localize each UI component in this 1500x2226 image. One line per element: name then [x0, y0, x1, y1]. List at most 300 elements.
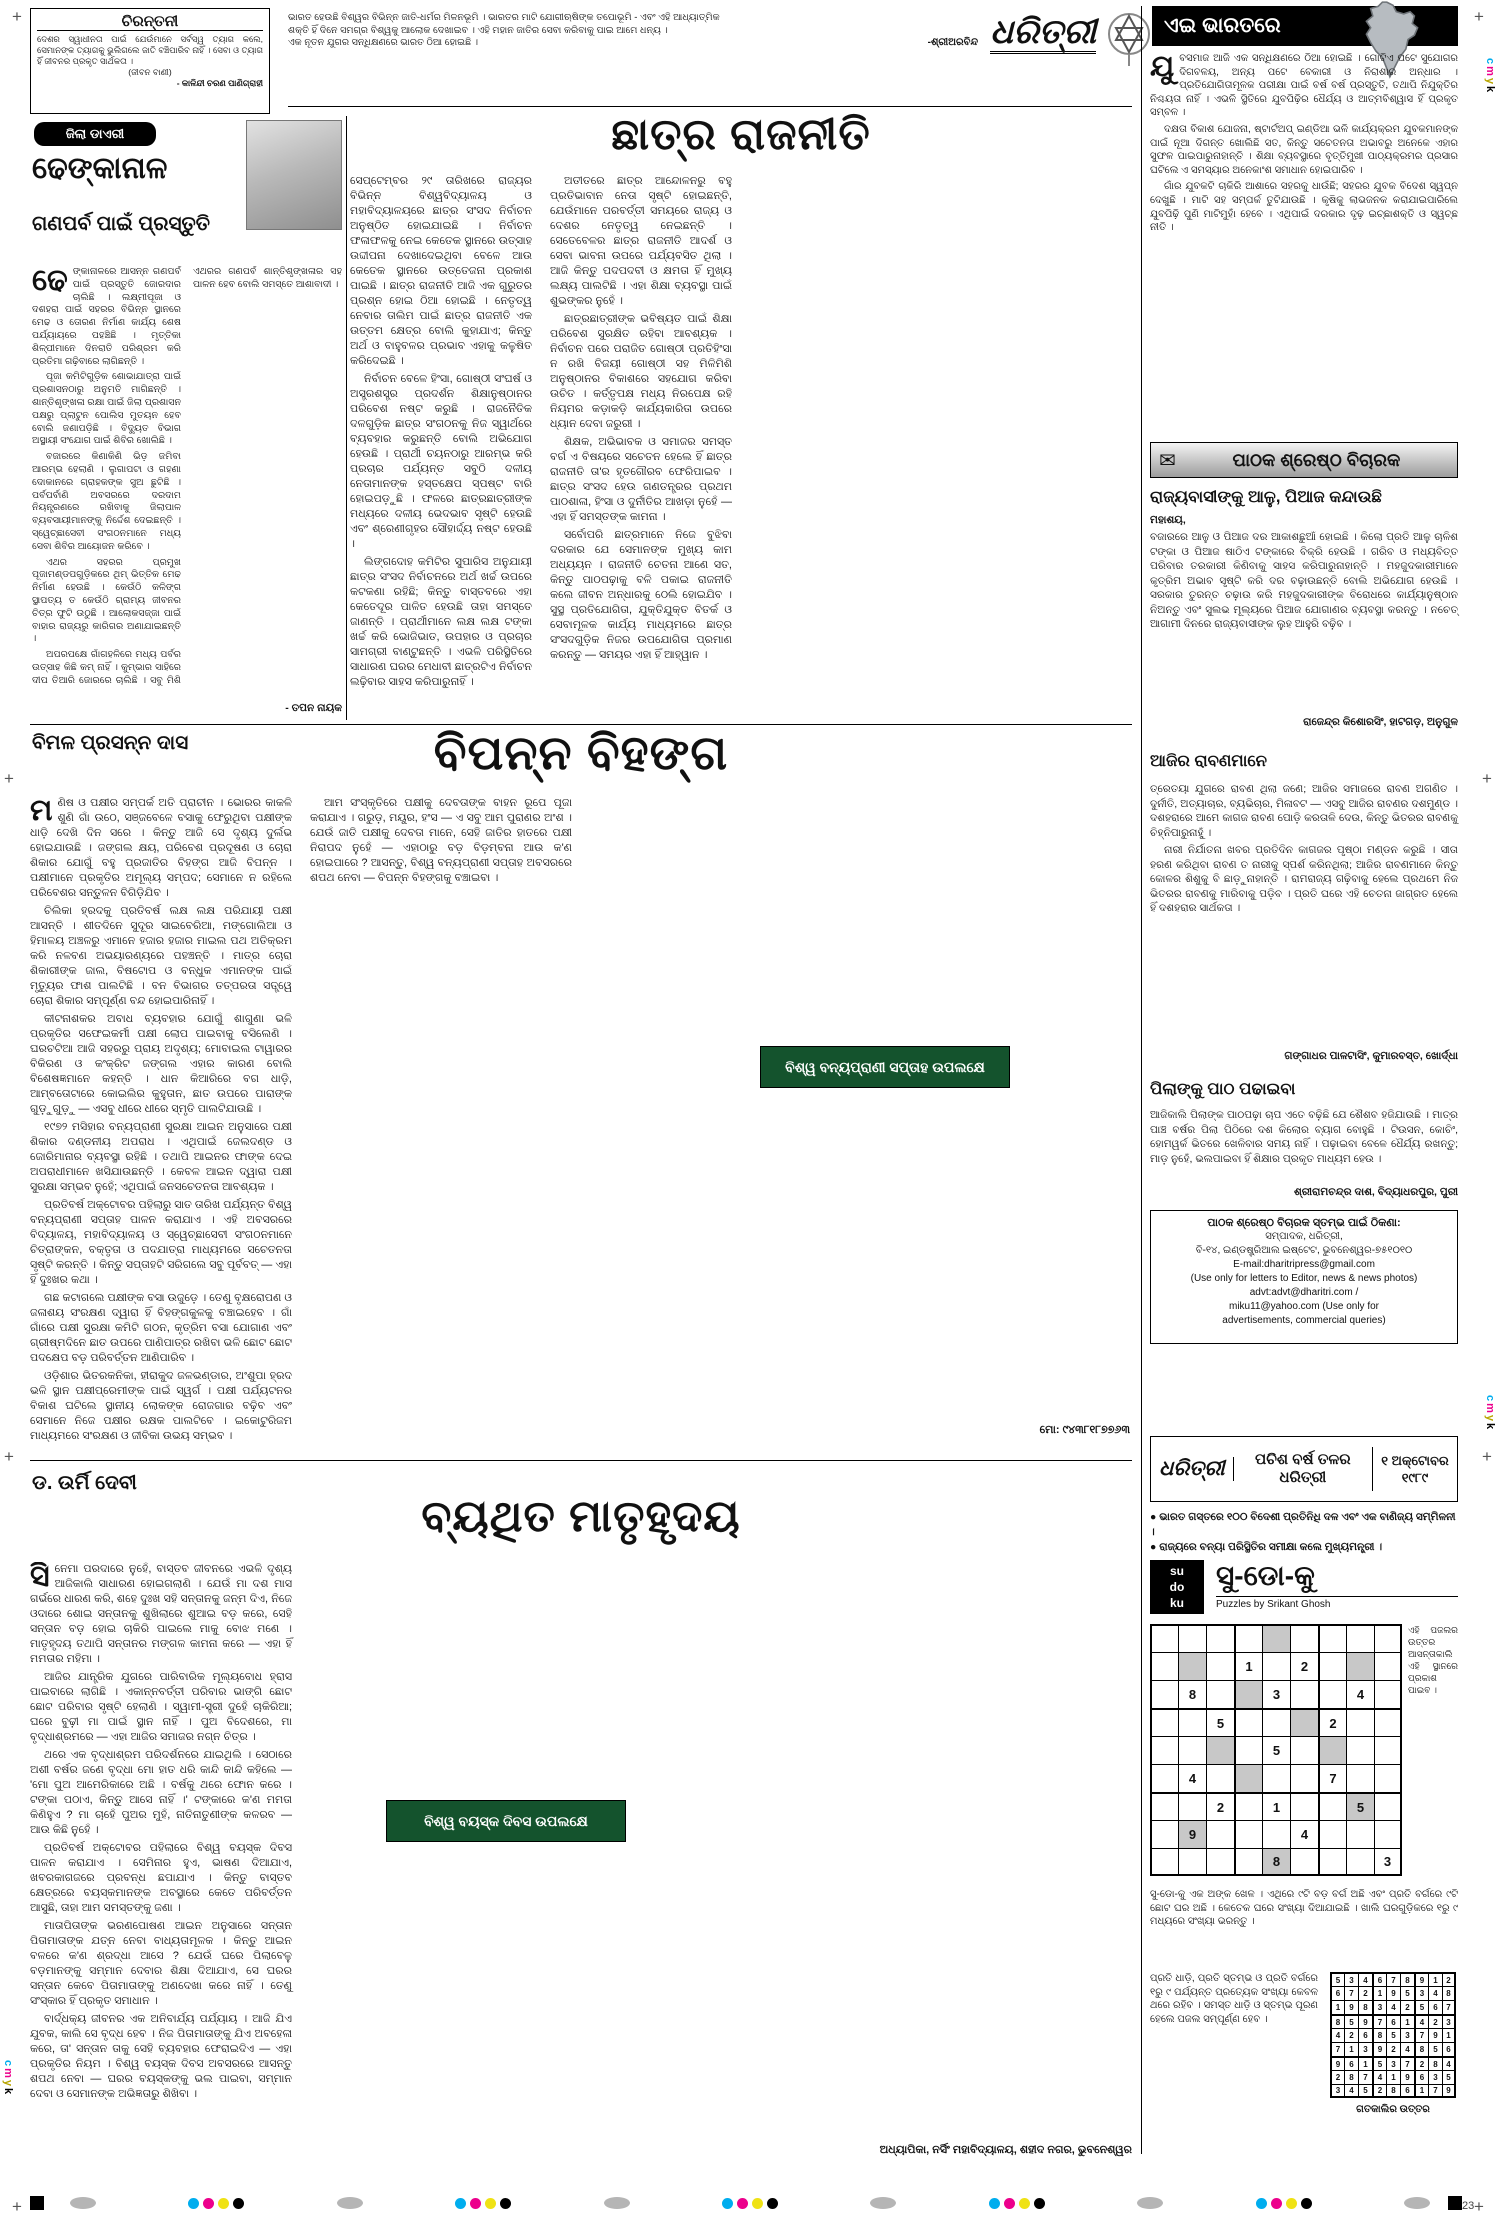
- crop-mark: +: [1474, 2197, 1484, 2216]
- sudoku-cell: [1150, 1820, 1178, 1848]
- dharitri-masthead-logo: ଧରିତ୍ରୀ: [990, 14, 1096, 54]
- sudoku-cell: [1346, 1764, 1374, 1792]
- sudoku-cell: 2: [1372, 2084, 1386, 2098]
- registration-dot: [1004, 2198, 1015, 2209]
- sudoku-cell: [1234, 1820, 1262, 1848]
- registration-dot: [485, 2198, 496, 2209]
- sudoku-cell: 2: [1344, 2028, 1358, 2042]
- registration-dot: [989, 2198, 1000, 2209]
- sudoku-cell: [1150, 1680, 1178, 1708]
- bird-paragraph: ଣିଷ ଓ ପକ୍ଷୀର ସମ୍ପର୍କ ଅତି ପ୍ରାଚୀନ । ଭୋରର କାକଳି ଶୁଣି ଗାଁ ଉଠେ, ସଞ୍ଜବେଳେ ବସାକୁ ଫେରୁଥିବା ପକ୍ଷୀଙ୍କ ଧାଡ଼ି ଦେଖି ଦିନ ସରେ । କିନ୍ତୁ ଆଜି ସେ ଦୃଶ୍ୟ ଦୁର୍ଲଭ ହୋଇଯାଉଛି । ଜଙ୍ଗଲ କ୍ଷୟ, ପରିବେଶ ପ୍ରଦୂଷଣ ଓ ଚୋରା ଶିକାର ଯୋଗୁଁ ବହୁ ପ୍ରଜାତିର ବିହଙ୍ଗ ଆଜି ବିପନ୍ନ । ପକ୍ଷୀମାନେ ପ୍ରକୃତିର ଅମୂଲ୍ୟ ସମ୍ପଦ; ସେମାନେ ନ ରହିଲେ ପରିବେଶର ସନ୍ତୁଳନ ବିଗିଡ଼ିଯିବ ।: [30, 797, 292, 899]
- star-ornament-icon: [1104, 6, 1154, 68]
- sudoku-cell: 1: [1234, 1652, 1262, 1680]
- sudoku-cell: [1234, 1764, 1262, 1792]
- sudoku-cell: 5: [1346, 1792, 1374, 1820]
- sudoku-cell: [1150, 1708, 1178, 1736]
- sudoku-cell: [1374, 1708, 1402, 1736]
- sudoku-cell: 3: [1442, 2014, 1456, 2028]
- contact-line: E-mail:dharitripress@gmail.com: [1233, 1259, 1375, 1270]
- sudoku-cell: 8: [1442, 1986, 1456, 2000]
- anniversary-date-line: ୧ ଅକ୍ଟୋବର: [1381, 1453, 1449, 1468]
- sudoku-cell: [1206, 1820, 1234, 1848]
- page-number: 23: [1462, 2200, 1475, 2212]
- sudoku-cell: 5: [1372, 2056, 1386, 2070]
- sudoku-cell: [1234, 1736, 1262, 1764]
- district-headline: ଗଣପର୍ବ ପାଇଁ ପ୍ରସ୍ତୁତି: [32, 213, 211, 235]
- sudoku-cell: [1234, 1680, 1262, 1708]
- sudoku-cell: [1374, 1652, 1402, 1680]
- sudoku-cell: 4: [1290, 1820, 1318, 1848]
- sudoku-cell: 1: [1344, 2042, 1358, 2056]
- letter-headline: ରାଜ୍ୟବାସୀଙ୍କୁ ଆଳୁ, ପିଆଜ କନ୍ଦାଉଛି: [1150, 488, 1382, 506]
- cmyk-k: k: [2, 2088, 14, 2097]
- contact-line: ବି-୧୪, ଇଣ୍ଡଷ୍ଟ୍ରିଆଲ ଇଷ୍ଟେଟ, ଭୁବନେଶ୍ୱର-୭୫୧୦୧୦: [1195, 1245, 1413, 1256]
- bird-phone: ମୋ: ୯୪୩୮୧୮୭୭୬୩: [860, 1424, 1130, 1437]
- sudoku-cell: 2: [1400, 2000, 1414, 2014]
- sudoku-cell: 6: [1330, 1986, 1344, 2000]
- sudoku-cell: [1346, 1624, 1374, 1652]
- sudoku-cell: 2: [1330, 2070, 1344, 2084]
- bird-dropcap: ମ: [30, 796, 53, 827]
- envelope-icon: ✉: [1159, 449, 1176, 472]
- sudoku-cell: 6: [1428, 2000, 1442, 2014]
- sudoku-credit: Puzzles by Srikant Ghosh: [1216, 1596, 1458, 1610]
- letter-paragraphs: [1150, 782, 1458, 916]
- mother-headline: ବ୍ୟଥିତ ମାତୃହୃଦୟ: [421, 1492, 741, 1541]
- sudoku-logo-line: ku: [1169, 1596, 1184, 1610]
- sudoku-cell: [1290, 1708, 1318, 1736]
- letter-paragraph: ନାରୀ ନିର୍ଯାତନା ଖବର ପ୍ରତିଦିନ କାଗଜର ପୃଷ୍ଠା ମଣ୍ଡନ କରୁଛି । ସୀତା ହରଣ କରିଥିବା ରାବଣ ତ ନାରୀକୁ ସ୍ପର୍ଶ କରିନଥିଲା; ଆଜିର ରାବଣମାନେ କିନ୍ତୁ କୋଳର ଶିଶୁକୁ ବି ଛାଡ଼ୁନାହାନ୍ତି । ରାମରାଜ୍ୟ ଗଢ଼ିବାକୁ ହେଲେ ପ୍ରଥମେ ନିଜ ଭିତରର ରାବଣକୁ ମାରିବାକୁ ପଡ଼ିବ । ପ୍ରତି ଘରେ ଏହି ଚେତନା ଜାଗ୍ରତ ହେଲେ ହିଁ ଦଶହରାର ସାର୍ଥକତା ।: [1150, 844, 1458, 914]
- letter-body: [1150, 782, 1458, 1044]
- registration-ellipse: [604, 2197, 630, 2209]
- editorial-body: [350, 174, 1132, 722]
- sudoku-cell: 4: [1386, 2000, 1400, 2014]
- editorial-paragraph: ସେପ୍ଟେମ୍ବର ୨୯ ତାରିଖରେ ରାଜ୍ୟର ବିଭିନ୍ନ ବିଶ୍ୱବିଦ୍ୟାଳୟ ଓ ମହାବିଦ୍ୟାଳୟରେ ଛାତ୍ର ସଂସଦ ନିର୍ବାଚନ ଅନୁଷ୍ଠିତ ହୋଇଯାଇଛି । ନିର୍ବାଚନ ଫଳାଫଳକୁ ନେଇ କେତେକ ସ୍ଥାନରେ ଉତ୍ସାହ ଉଦ୍ଦୀପନା ଦେଖାଦେଇଥିବା ବେଳେ ଆଉ କେତେକ ସ୍ଥାନରେ ଉତ୍ତେଜନା ପ୍ରକାଶ ପାଇଛି । ଛାତ୍ର ରାଜନୀତି ଆଜି ଏକ ଗୁରୁତର ପ୍ରଶ୍ନ ହୋଇ ଠିଆ ହୋଇଛି । ନେତୃତ୍ୱ ନେବାର ତାଲିମ ପାଇଁ ଛାତ୍ର ରାଜନୀତି ଏକ ଉତ୍ତମ କ୍ଷେତ୍ର ବୋଲି କୁହାଯାଏ; କିନ୍ତୁ ଅର୍ଥ ଓ ବାହୁବଳର ପ୍ରଭାବ ଏହାକୁ କଳୁଷିତ କରିଦେଇଛି ।: [350, 175, 532, 367]
- sudoku-cell: [1290, 1736, 1318, 1764]
- sudoku-cell: 3: [1358, 2042, 1372, 2056]
- sudoku-cell: [1346, 1820, 1374, 1848]
- anniversary-box: [1150, 1436, 1458, 1502]
- letter-signature: ଶ୍ରୀରାମଚନ୍ଦ୍ର ଦାଶ, ବିଦ୍ୟାଧରପୁର, ପୁରୀ: [1293, 1186, 1458, 1198]
- registration-dot: [188, 2198, 199, 2209]
- registration-dot-group: [1254, 2198, 1314, 2209]
- district-paragraph: ଙ୍କାନାଳରେ ଆସନ୍ନ ଗଣପର୍ବ ପାଇଁ ପ୍ରସ୍ତୁତି ଜୋରଦାର ଚାଲିଛି । ଲକ୍ଷ୍ମୀପୂଜା ଓ ଦଶହରା ପାଇଁ ସହରର ବିଭିନ୍ନ ସ୍ଥାନରେ ମେଢ ଓ ତୋରଣ ନିର୍ମାଣ କାର୍ଯ୍ୟ ଶେଷ ପର୍ଯ୍ୟାୟରେ ପହଞ୍ଚିଛି । ମୃତ୍ତିକା ଶିଳ୍ପୀମାନେ ଦିନରାତି ପରିଶ୍ରମ କରି ପ୍ରତିମା ଗଢ଼ିବାରେ ଲାଗିଛନ୍ତି ।: [32, 266, 181, 367]
- sudoku-cell: [1318, 1652, 1346, 1680]
- sudoku-cell: 2: [1414, 2056, 1428, 2070]
- chirantani-title: ଚିରନ୍ତନୀ: [37, 13, 263, 31]
- sudoku-cell: 9: [1400, 2070, 1414, 2084]
- sudoku-cell: [1290, 1680, 1318, 1708]
- sudoku-cell: 5: [1206, 1708, 1234, 1736]
- bird-paragraphs: [30, 796, 572, 1444]
- registration-dot-group: [453, 2198, 513, 2209]
- sudoku-cell: 1: [1330, 2000, 1344, 2014]
- bird-paragraph: ପ୍ରତିବର୍ଷ ଅକ୍ଟୋବର ପହିଲାରୁ ସାତ ତାରିଖ ପର୍ଯ୍ୟନ୍ତ ବିଶ୍ୱ ବନ୍ୟପ୍ରାଣୀ ସପ୍ତାହ ପାଳନ କରାଯାଏ । ଏହି ଅବସରରେ ବିଦ୍ୟାଳୟ, ମହାବିଦ୍ୟାଳୟ ଓ ସ୍ୱେଚ୍ଛାସେବୀ ସଂଗଠନମାନେ ଚିତ୍ରାଙ୍କନ, ବକ୍ତୃତା ଓ ପଦଯାତ୍ରା ମାଧ୍ୟମରେ ସଚେତନତା ସୃଷ୍ଟି କରନ୍ତି । କିନ୍ତୁ ସପ୍ତାହଟି ସରିଗଲେ ସବୁ ପୂର୍ବବତ୍ — ଏହା ହିଁ ଦୁଃଖର କଥା ।: [30, 1199, 292, 1286]
- sudoku-cell: 2: [1206, 1792, 1234, 1820]
- sudoku-cell: 6: [1414, 2070, 1428, 2084]
- crop-mark: +: [12, 2197, 22, 2216]
- sudoku-cell: 6: [1358, 2028, 1372, 2042]
- chirantani-text: ଦେଶର ସ୍ୱାଧୀନତା ପାଇଁ ଯେଉଁମାନେ ସର୍ବସ୍ୱ ତ୍ୟାଗ କଲେ, ସେମାନଙ୍କ ତ୍ୟାଗକୁ ଭୁଲିଗଲେ ଜାତି ବଞ୍ଚିପାରିବ ନାହିଁ । ସେବା ଓ ତ୍ୟାଗ ହିଁ ଜୀବନର ପ୍ରକୃତ ସାର୍ଥକତା ।: [37, 34, 263, 66]
- editorial-headline: ଛାତ୍ର ରାଜନୀତି: [611, 110, 871, 159]
- sudoku-cell: [1374, 1680, 1402, 1708]
- crop-mark: +: [1474, 7, 1484, 26]
- sudoku-cell: 8: [1428, 2056, 1442, 2070]
- sudoku-cell: [1318, 1792, 1346, 1820]
- sudoku-cell: 9: [1442, 2084, 1456, 2098]
- bird-paragraph: ଗଛ କଟାଗଲେ ପକ୍ଷୀଙ୍କ ବସା ଉଜୁଡ଼େ । ତେଣୁ ବୃକ୍ଷରୋପଣ ଓ ଜଳାଶୟ ସଂରକ୍ଷଣ ଦ୍ୱାରା ହିଁ ବିହଙ୍ଗକୁଳକୁ ବଞ୍ଚାଇହେବ । ଗାଁ ଗାଁରେ ପକ୍ଷୀ ସୁରକ୍ଷା କମିଟି ଗଠନ, କୃତ୍ରିମ ବସା ଯୋଗାଣ ଏବଂ ଗ୍ରୀଷ୍ମଦିନେ ଛାତ ଉପରେ ପାଣିପାତ୍ର ରଖିବା ଭଳି ଛୋଟ ଛୋଟ ପଦକ୍ଷେପ ବଡ଼ ପରିବର୍ତ୍ତନ ଆଣିପାରିବ ।: [30, 1292, 292, 1364]
- bird-body: [30, 796, 1132, 1444]
- sudoku-cell: 3: [1372, 2000, 1386, 2014]
- sudoku-cell: 1: [1372, 1986, 1386, 2000]
- sudoku-cell: [1318, 1848, 1346, 1876]
- crop-mark: +: [12, 7, 22, 26]
- chirantani-attribution: - କାଳିନ୍ଦୀ ଚରଣ ପାଣିଗ୍ରାହୀ: [176, 78, 263, 88]
- district-dropcap: ଢେ: [32, 266, 68, 297]
- crop-mark: +: [4, 769, 14, 788]
- sudoku-cell: 8: [1344, 2070, 1358, 2084]
- sudoku-cell: [1318, 1624, 1346, 1652]
- sudoku-answer-note: ପ୍ରତି ଧାଡ଼ି, ପ୍ରତି ସ୍ତମ୍ଭ ଓ ପ୍ରତି ବର୍ଗରେ ୧ରୁ ୯ ପର୍ଯ୍ୟନ୍ତ ପ୍ରତ୍ୟେକ ସଂଖ୍ୟା କେବଳ ଥରେ ରହିବ । ସମସ୍ତ ଧାଡ଼ି ଓ ସ୍ତମ୍ଭ ପୂରଣ ହେଲେ ପଜଲ ସମ୍ପୂର୍ଣ୍ଣ ହେବ ।: [1150, 1973, 1318, 2025]
- anniversary-title: ପଚିଶ ବର୍ଷ ତଳର ଧରିତ୍ରୀ: [1234, 1447, 1373, 1491]
- bird-inset-banner: ବିଶ୍ୱ ବନ୍ୟପ୍ରାଣୀ ସପ୍ତାହ ଉପଲକ୍ଷେ: [760, 1046, 1010, 1088]
- registration-dot: [737, 2198, 748, 2209]
- sudoku-cell: 9: [1358, 2014, 1372, 2028]
- sudoku-answer-grid: [1330, 1972, 1456, 2098]
- sudoku-title: ସୁ-ଡୋ-କୁ: [1216, 1560, 1315, 1591]
- mother-inset-banner: ବିଶ୍ୱ ବୟସ୍କ ଦିବସ ଉପଲକ୍ଷେ: [386, 1800, 626, 1842]
- cmyk-m: m: [1484, 66, 1496, 78]
- sudoku-cell: 1: [1262, 1792, 1290, 1820]
- anniversary-bullets: [1150, 1510, 1458, 1555]
- sudoku-cell: 4: [1442, 2056, 1456, 2070]
- registration-dot: [722, 2198, 733, 2209]
- editorial-paragraph: ଛାତ୍ରଛାତ୍ରୀଙ୍କ ଭବିଷ୍ୟତ ପାଇଁ ଶିକ୍ଷା ପରିବେଶ ସୁରକ୍ଷିତ ରହିବା ଆବଶ୍ୟକ । ନିର୍ବାଚନ ପରେ ପରାଜିତ ଗୋଷ୍ଠୀ ପ୍ରତିହିଂସା ନ ରଖି ବିଜୟୀ ଗୋଷ୍ଠୀ ସହ ମିଳିମିଶି ଅନୁଷ୍ଠାନର ବିକାଶରେ ସହଯୋଗ କରିବା ଉଚିତ । କର୍ତ୍ତୃପକ୍ଷ ମଧ୍ୟ ନିରପେକ୍ଷ ରହି ନିୟମର କଡ଼ାକଡ଼ି କାର୍ଯ୍ୟକାରିତା ଉପରେ ଧ୍ୟାନ ଦେବା ଜରୁରୀ ।: [550, 313, 732, 430]
- section-rule: [30, 1460, 1132, 1461]
- sudoku-cell: 1: [1428, 1972, 1442, 1986]
- sudoku-cell: [1318, 1820, 1346, 1848]
- registration-dot-group: [987, 2198, 1047, 2209]
- sudoku-cell: 7: [1358, 2070, 1372, 2084]
- sudoku-cell: 4: [1178, 1764, 1206, 1792]
- sudoku-cell: [1262, 1624, 1290, 1652]
- sudoku-cell: [1206, 1624, 1234, 1652]
- sudoku-cell: [1178, 1652, 1206, 1680]
- sudoku-cell: [1178, 1708, 1206, 1736]
- sudoku-cell: 4: [1400, 2042, 1414, 2056]
- contact-line: advt:advt@dharitri.com /: [1249, 1287, 1359, 1298]
- cmyk-c: c: [1484, 1395, 1496, 1404]
- sudoku-cell: 7: [1318, 1764, 1346, 1792]
- sudoku-cell: [1150, 1624, 1178, 1652]
- sudoku-grid: [1150, 1624, 1402, 1876]
- registration-dot: [767, 2198, 778, 2209]
- sudoku-cell: [1178, 1624, 1206, 1652]
- registration-ellipse: [1137, 2197, 1163, 2209]
- sudoku-cell: [1262, 1764, 1290, 1792]
- mother-paragraphs: [30, 1562, 292, 2102]
- anniversary-logo: ଧରିତ୍ରୀ: [1151, 1457, 1234, 1481]
- sudoku-cell: 8: [1178, 1680, 1206, 1708]
- cmyk-k: k: [1484, 1423, 1496, 1432]
- cmyk-c: c: [1484, 58, 1496, 67]
- sudoku-cell: 6: [1442, 2042, 1456, 2056]
- registration-dot: [1271, 2198, 1282, 2209]
- sudoku-cell: [1150, 1652, 1178, 1680]
- sudoku-cell: [1150, 1848, 1178, 1876]
- sudoku-cell: 5: [1358, 2084, 1372, 2098]
- letter-paragraph: ବଜାରରେ ଆଳୁ ଓ ପିଆଜ ଦର ଆକାଶଛୁଆଁ ହୋଇଛି । କିଲୋ ପ୍ରତି ଆଳୁ ଚାଳିଶ ଟଙ୍କା ଓ ପିଆଜ ଷାଠିଏ ଟଙ୍କାରେ ବିକ୍ରି ହେଉଛି । ଗରିବ ଓ ମଧ୍ୟବିତ୍ତ ପରିବାର ତରକାରୀ କିଣିବାକୁ ସାହସ କରିପାରୁନାହାନ୍ତି । ମହଜୁଦକାରୀମାନେ କୃତ୍ରିମ ଅଭାବ ସୃଷ୍ଟି କରି ଦର ବଢ଼ାଉଛନ୍ତି ବୋଲି ଅଭିଯୋଗ ହେଉଛି । ସରକାର ତୁରନ୍ତ ଚଢ଼ାଉ କରି ମହଜୁଦକାରୀଙ୍କ ବିରୋଧରେ କାର୍ଯ୍ୟାନୁଷ୍ଠାନ ନିଅନ୍ତୁ ଏବଂ ସୁଲଭ ମୂଲ୍ୟରେ ପିଆଜ ଯୋଗାଣର ବ୍ୟବସ୍ଥା କରନ୍ତୁ । ନଚେତ୍ ଆଗାମୀ ଦିନରେ ରାଜ୍ୟବାସୀଙ୍କ ଲୁହ ଆହୁରି ବଢ଼ିବ ।: [1150, 531, 1458, 630]
- registration-ellipse: [870, 2197, 896, 2209]
- anniversary-date: [1373, 1452, 1457, 1486]
- editorial-paragraph: ଅତୀତରେ ଛାତ୍ର ଆନ୍ଦୋଳନରୁ ବହୁ ପ୍ରତିଭାବାନ ନେତା ସୃଷ୍ଟି ହୋଇଛନ୍ତି, ଯେଉଁମାନେ ପରବର୍ତ୍ତୀ ସମୟରେ ରାଜ୍ୟ ଓ ଦେଶର ନେତୃତ୍ୱ ନେଇଛନ୍ତି । ସେତେବେଳର ଛାତ୍ର ରାଜନୀତି ଆଦର୍ଶ ଓ ସେବା ଭାବନା ଉପରେ ପର୍ଯ୍ୟବସିତ ଥିଲା । ଆଜି କିନ୍ତୁ ପଦପଦବୀ ଓ କ୍ଷମତା ହିଁ ମୁଖ୍ୟ ଲକ୍ଷ୍ୟ ପାଲଟିଛି । ଏହା ଶିକ୍ଷା ବ୍ୟବସ୍ଥା ପାଇଁ ଶୁଭଙ୍କର ନୁହେଁ ।: [550, 175, 732, 307]
- district-paragraph: ଅପରପକ୍ଷେ ଗାଁଗହଳିରେ ମଧ୍ୟ ପର୍ବର ଉତ୍ସାହ କିଛି କମ୍ ନାହିଁ । କୁମ୍ଭାର ସାହିରେ ଦୀପ ତିଆରି ଜୋରରେ ଚାଲିଛି । ସବୁ ମିଶି ଏଥରର ଗଣପର୍ବ ଶାନ୍ତିଶୃଙ୍ଖଳାର ସହ ପାଳନ ହେବ ବୋଲି ସମସ୍ତେ ଆଶାବାଦୀ ।: [32, 266, 342, 686]
- sudoku-logo: [1150, 1560, 1204, 1614]
- sudoku-cell: 8: [1330, 2014, 1344, 2028]
- letter-paragraphs: [1150, 530, 1458, 632]
- anniversary-date-line: ୧୯୮୯: [1401, 1470, 1429, 1485]
- sudoku-cell: 2: [1428, 2014, 1442, 2028]
- sudoku-cell: [1374, 1764, 1402, 1792]
- sudoku-cell: [1318, 1736, 1346, 1764]
- masthead-rule: [288, 106, 1132, 107]
- sudoku-cell: [1374, 1624, 1402, 1652]
- cmyk-c: c: [2, 2060, 14, 2069]
- bird-paragraph: କୀଟନାଶକର ଅବାଧ ବ୍ୟବହାର ଯୋଗୁଁ ଶାଗୁଣା ଭଳି ପ୍ରକୃତିର ସଫେଇକର୍ମୀ ପକ୍ଷୀ ଲୋପ ପାଇବାକୁ ବସିଲେଣି । ଘରଚଟିଆ ଆଜି ସହରରୁ ପ୍ରାୟ ଅଦୃଶ୍ୟ; ମୋବାଇଲ ଟାୱାରର ବିକିରଣ ଓ କଂକ୍ରିଟ ଜଙ୍ଗଲ ଏହାର କାରଣ ବୋଲି ବିଶେଷଜ୍ଞମାନେ କହନ୍ତି । ଧାନ କିଆରିରେ ବଗ ଧାଡ଼ି, ଆମ୍ବତୋଟାରେ କୋଇଲିର କୁହୁତାନ, ଛାତ ଉପରେ ପାରାଙ୍କ ଗୁଡ଼ୁଗୁଡ଼ୁ — ଏସବୁ ଧୀରେ ଧୀରେ ସ୍ମୃତି ପାଲଟିଯାଉଛି ।: [30, 1013, 292, 1115]
- sudoku-cell: [1346, 1848, 1374, 1876]
- mother-paragraph: ପ୍ରତିବର୍ଷ ଅକ୍ଟୋବର ପହିଲାରେ ବିଶ୍ୱ ବୟସ୍କ ଦିବସ ପାଳନ କରାଯାଏ । ସେମିନାର ହୁଏ, ଭାଷଣ ଦିଆଯାଏ, ଖବରକାଗଜରେ ପ୍ରବନ୍ଧ ଛପାଯାଏ । କିନ୍ତୁ ବାସ୍ତବ କ୍ଷେତ୍ରରେ ବୟସ୍କମାନଙ୍କ ଅବସ୍ଥାରେ କେତେ ପରିବର୍ତ୍ତନ ଆସୁଛି, ତାହା ଆମ ସମସ୍ତଙ୍କୁ ଜଣା ।: [30, 1842, 292, 1914]
- registration-dot: [1019, 2198, 1030, 2209]
- registration-dot: [203, 2198, 214, 2209]
- sudoku-cell: 1: [1442, 2028, 1456, 2042]
- sudoku-cell: 9: [1178, 1820, 1206, 1848]
- sudoku-cell: 7: [1344, 1986, 1358, 2000]
- sudoku-cell: 1: [1386, 2070, 1400, 2084]
- sudoku-answer-caption: ଗତକାଲିର ଉତ୍ତର: [1356, 2104, 1430, 2115]
- sudoku-cell: 2: [1442, 1972, 1456, 1986]
- sudoku-cell: 7: [1414, 2028, 1428, 2042]
- sudoku-cell: [1178, 1792, 1206, 1820]
- sudoku-cell: [1234, 1792, 1262, 1820]
- sudoku-cell: [1262, 1652, 1290, 1680]
- mother-body: [30, 1562, 1132, 2172]
- cmyk-y: y: [1484, 77, 1496, 87]
- cmyk-label: [2, 2060, 14, 2096]
- letter-salutation: ମହାଶୟ,: [1150, 514, 1186, 526]
- mother-author: ଡ. ଉର୍ମି ଦେବୀ: [32, 1472, 137, 1494]
- sudoku-cell: [1178, 1736, 1206, 1764]
- registration-dot: [470, 2198, 481, 2209]
- sudoku-cell: [1206, 1652, 1234, 1680]
- district-paragraphs: [32, 266, 342, 698]
- anniversary-bullet-list: [1150, 1510, 1458, 1555]
- district-paragraph: ଏଥର ସହରର ପ୍ରମୁଖ ପୂଜାମଣ୍ଡପଗୁଡ଼ିକରେ ଥିମ୍ ଭିତ୍ତିକ ମେଢ ନିର୍ମାଣ ହେଉଛି । କେଉଁଠି କଳିଙ୍ଗ ସ୍ଥାପତ୍ୟ ତ କେଉଁଠି ଗ୍ରାମ୍ୟ ଜୀବନର ଚିତ୍ର ଫୁଟି ଉଠୁଛି । ଆଲୋକସଜ୍ଜା ପାଇଁ ବାହାର ରାଜ୍ୟରୁ କାରିଗର ଅଣାଯାଇଛନ୍ତି ।: [32, 556, 181, 645]
- sudoku-cell: [1346, 1708, 1374, 1736]
- sudoku-cell: 7: [1330, 2042, 1344, 2056]
- bird-headline: ବିପନ୍ନ ବିହଙ୍ଗ: [433, 727, 729, 780]
- sudoku-cell: 3: [1414, 1986, 1428, 2000]
- sudoku-cell: [1346, 1736, 1374, 1764]
- column-divider: [346, 116, 347, 720]
- sudoku-cell: [1262, 1820, 1290, 1848]
- sudoku-cell: 9: [1372, 2042, 1386, 2056]
- sudoku-cell: 8: [1414, 2042, 1428, 2056]
- right-top-paragraph: ବସମାଜ ଆଜି ଏକ ସନ୍ଧିକ୍ଷଣରେ ଠିଆ ହୋଇଛି । ଗୋଟିଏ ପଟେ ସୁଯୋଗର ଦିଗବଳୟ, ଅନ୍ୟ ପଟେ ବେକାରୀ ଓ ନିରାଶାର ଅନ୍ଧାର । ପ୍ରତିଯୋଗିତାମୂଳକ ପରୀକ୍ଷା ପାଇଁ ବର୍ଷ ବର୍ଷ ପ୍ରସ୍ତୁତି, ତଥାପି ନିଯୁକ୍ତିର ନିଶ୍ଚୟତା ନାହିଁ । ଏଭଳି ସ୍ଥିତିରେ ଯୁବପିଢ଼ିର ଧୈର୍ଯ୍ୟ ଓ ଆତ୍ମବିଶ୍ୱାସ ହିଁ ପ୍ରକୃତ ସମ୍ବଳ ।: [1150, 53, 1458, 119]
- registration-dot: [1034, 2198, 1045, 2209]
- sudoku-cell: [1262, 1708, 1290, 1736]
- registration-dot: [233, 2198, 244, 2209]
- sudoku-cell: [1374, 1736, 1402, 1764]
- sudoku-cell: 8: [1262, 1848, 1290, 1876]
- sudoku-cell: 3: [1330, 2084, 1344, 2098]
- editorial-paragraph: ନିର୍ବାଚନ ବେଳେ ହିଂସା, ଗୋଷ୍ଠୀ ସଂଘର୍ଷ ଓ ଅସ୍ତ୍ରଶସ୍ତ୍ର ପ୍ରଦର୍ଶନ ଶିକ୍ଷାନୁଷ୍ଠାନର ପରିବେଶ ନଷ୍ଟ କରୁଛି । ରାଜନୈତିକ ଦଳଗୁଡ଼ିକ ଛାତ୍ର ସଂଗଠନକୁ ନିଜ ସ୍ୱାର୍ଥରେ ବ୍ୟବହାର କରୁଛନ୍ତି ବୋଲି ଅଭିଯୋଗ ହେଉଛି । ପ୍ରାର୍ଥୀ ଚୟନଠାରୁ ଆରମ୍ଭ କରି ପ୍ରଚାର ପର୍ଯ୍ୟନ୍ତ ସବୁଠି ଦଳୀୟ ନେତାମାନଙ୍କ ହସ୍ତକ୍ଷେପ ସ୍ପଷ୍ଟ ବାରି ହୋଇପଡ଼ୁଛି । ଫଳରେ ଛାତ୍ରଛାତ୍ରୀଙ୍କ ମଧ୍ୟରେ ଦଳୀୟ ଭେଦଭାବ ସୃଷ୍ଟି ହେଉଛି ଏବଂ ଶ୍ରେଣୀଗୃହର ସୌହାର୍ଦ୍ଦ୍ୟ ନଷ୍ଟ ହେଉଛି ।: [350, 373, 532, 550]
- registration-square: [30, 2196, 44, 2210]
- mother-paragraph: ନେମା ପରଦାରେ ନୁହେଁ, ବାସ୍ତବ ଜୀବନରେ ଏଭଳି ଦୃଶ୍ୟ ଆଜିକାଲି ସାଧାରଣ ହୋଇଗଲାଣି । ଯେଉଁ ମା ଦଶ ମାସ ଗର୍ଭରେ ଧାରଣ କରି, ଶହେ ଦୁଃଖ ସହି ସନ୍ତାନକୁ ଜନ୍ମ ଦିଏ, ନିଜେ ଓଦାରେ ଶୋଇ ସନ୍ତାନକୁ ଶୁଖିଲାରେ ଶୁଆଇ ବଡ଼ କରେ, ସେହି ସନ୍ତାନ ବଡ଼ ହୋଇ ଚାକିରି ପାଇଲେ ମାକୁ ବୋଝ ମଣେ । ମାତୃହୃଦୟ ତଥାପି ସନ୍ତାନର ମଙ୍ଗଳ କାମନା କରେ — ଏହା ହିଁ ମମତାର ମହିମା ।: [30, 1563, 292, 1665]
- letter-headline: ଆଜିର ରାବଣମାନେ: [1150, 752, 1268, 770]
- letters-contact-box: [1150, 1210, 1458, 1344]
- sudoku-cell: 3: [1262, 1680, 1290, 1708]
- sudoku-cell: 5: [1330, 1972, 1344, 1986]
- sudoku-cell: 6: [1372, 1972, 1386, 1986]
- sudoku-cell: 1: [1414, 2084, 1428, 2098]
- cmyk-label: [1484, 58, 1496, 94]
- district-diary-tag: ଜିଲା ଡାଏରୀ: [34, 122, 156, 146]
- crop-mark: +: [1482, 1447, 1492, 1466]
- sudoku-rules: ସୁ-ଡୋ-କୁ ଏକ ଅଙ୍କ ଖେଳ । ଏଥିରେ ୯ଟି ବଡ଼ ବର୍ଗ ଅଛି ଏବଂ ପ୍ରତି ବର୍ଗରେ ୯ଟି ଛୋଟ ଘର ଅଛି । କେତେକ ଘରେ ସଂଖ୍ୟା ଦିଆଯାଇଛି । ଖାଲି ଘରଗୁଡ଼ିକରେ ୧ରୁ ୯ ମଧ୍ୟରେ ସଂଖ୍ୟା ଭରନ୍ତୁ ।: [1150, 1889, 1458, 1927]
- dedication-line: ଏକ ନୂତନ ଯୁଗର ସନ୍ଧିକ୍ଷଣରେ ଭାରତ ଠିଆ ହୋଇଛି ।: [288, 37, 479, 48]
- sudoku-cell: 3: [1428, 2070, 1442, 2084]
- cmyk-k: k: [1484, 86, 1496, 95]
- letter-paragraph: ତ୍ରେତୟା ଯୁଗରେ ରାବଣ ଥିଲା ଜଣେ; ଆଜିର ସମାଜରେ ରାବଣ ଅଗଣିତ । ଦୁର୍ନୀତି, ଅତ୍ୟାଚାର, ବ୍ୟଭିଚାର, ମିଳାବଟ — ଏସବୁ ଆଜିର ରାବଣର ଦଶମୁଣ୍ଡ । ଦଶହରାରେ ଆମେ କାଗଜ ରାବଣ ପୋଡ଼ି କରତାଳି ଦେଉ, କିନ୍ତୁ ଭିତରର ରାବଣକୁ ଚିହ୍ନିପାରୁନାହୁଁ ।: [1150, 783, 1458, 839]
- sudoku-cell: 9: [1386, 1986, 1400, 2000]
- sudoku-cell: 9: [1428, 2028, 1442, 2042]
- sudoku-cell: [1206, 1680, 1234, 1708]
- sudoku-cell: 7: [1400, 2056, 1414, 2070]
- mother-paragraph: ମାତାପିତାଙ୍କ ଭରଣପୋଷଣ ଆଇନ ଅନୁସାରେ ସନ୍ତାନ ପିତାମାତାଙ୍କ ଯତ୍ନ ନେବା ବାଧ୍ୟତାମୂଳକ । କିନ୍ତୁ ଆଇନ ବଳରେ କ'ଣ ଶ୍ରଦ୍ଧା ଆସେ ? ଯେଉଁ ଘରେ ପିଲାବେଳୁ ବଡ଼ମାନଙ୍କୁ ସମ୍ମାନ ଦେବାର ଶିକ୍ଷା ଦିଆଯାଏ, ସେ ଘରର ସନ୍ତାନ କେବେ ପିତାମାତାଙ୍କୁ ଅଣଦେଖା କରେ ନାହିଁ । ତେଣୁ ସଂସ୍କାର ହିଁ ପ୍ରକୃତ ସମାଧାନ ।: [30, 1920, 292, 2007]
- district-photo: [246, 120, 342, 230]
- district-name: ଢେଙ୍କାନାଳ: [32, 152, 168, 185]
- sudoku-cell: 5: [1442, 2070, 1456, 2084]
- bird-paragraph: ଆମ ସଂସ୍କୃତିରେ ପକ୍ଷୀକୁ ଦେବତାଙ୍କ ବାହନ ରୂପେ ପୂଜା କରାଯାଏ । ଗରୁଡ଼, ମୟୂର, ହଂସ — ଏ ସବୁ ଆମ ପୁରାଣର ଅଂଶ । ଯେଉଁ ଜାତି ପକ୍ଷୀକୁ ଦେବତା ମାନେ, ସେହି ଜାତିର ହାତରେ ପକ୍ଷୀ ନିରାପଦ ନୁହେଁ — ଏହାଠାରୁ ବଡ଼ ବିଡ଼ମ୍ବନା ଆଉ କ'ଣ ହୋଇପାରେ ? ଆସନ୍ତୁ, ବିଶ୍ୱ ବନ୍ୟପ୍ରାଣୀ ସପ୍ତାହ ଅବସରରେ ଶପଥ ନେବା — ବିପନ୍ନ ବିହଙ୍ଗକୁ ବଞ୍ଚାଇବା ।: [310, 797, 572, 884]
- sudoku-cell: 9: [1330, 2056, 1344, 2070]
- sudoku-cell: 5: [1344, 2014, 1358, 2028]
- right-top-column: [1150, 52, 1458, 436]
- sudoku-cell: [1290, 1624, 1318, 1652]
- registration-dot: [1286, 2198, 1297, 2209]
- sudoku-cell: [1290, 1792, 1318, 1820]
- right-top-paragraph: ଦକ୍ଷତା ବିକାଶ ଯୋଜନା, ଷ୍ଟାର୍ଟଅପ୍ ଇଣ୍ଡିଆ ଭଳି କାର୍ଯ୍ୟକ୍ରମ ଯୁବକମାନଙ୍କ ପାଇଁ ନୂଆ ଦିଗନ୍ତ ଖୋଲିଛି ସତ, କିନ୍ତୁ ସଚେତନତା ଅଭାବରୁ ଅନେକେ ଏହାର ସୁଫଳ ପାଇପାରୁନାହାନ୍ତି । ଶିକ୍ଷା ବ୍ୟବସ୍ଥାରେ ବୃତ୍ତିମୁଖୀ ପାଠ୍ୟକ୍ରମର ପ୍ରସାର ଘଟିଲେ ଏ ସମସ୍ୟାର ଅନେକାଂଶ ସମାଧାନ ହୋଇପାରିବ ।: [1150, 123, 1458, 176]
- sudoku-cell: 6: [1344, 2056, 1358, 2070]
- sudoku-cell: 8: [1358, 2000, 1372, 2014]
- contact-line: ସମ୍ପାଦକ, ଧରିତ୍ରୀ,: [1265, 1231, 1343, 1242]
- sudoku-cell: [1150, 1736, 1178, 1764]
- sudoku-cell: 2: [1358, 1986, 1372, 2000]
- letter-signature: ରାଜେନ୍ଦ୍ର କିଶୋରସିଂ, ହାଟଗଡ଼, ଅନୁଗୁଳ: [1303, 716, 1458, 728]
- letter-headline: ପିଲାଙ୍କୁ ପାଠ ପଢାଇବା: [1150, 1080, 1296, 1098]
- sudoku-cell: 1: [1400, 2014, 1414, 2028]
- registration-ellipse: [1404, 2197, 1430, 2209]
- sudoku-cell: 8: [1400, 1972, 1414, 1986]
- chirantani-quote-box: [30, 8, 270, 114]
- contact-line: (Use only for letters to Editor, news & news photos): [1190, 1273, 1418, 1284]
- sudoku-cell: 7: [1428, 2084, 1442, 2098]
- sudoku-cell: 5: [1428, 2042, 1442, 2056]
- letter-paragraphs: [1150, 1108, 1458, 1166]
- editorial-paragraph: ଶିକ୍ଷକ, ଅଭିଭାବକ ଓ ସମାଜର ସମସ୍ତ ବର୍ଗ ଏ ବିଷୟରେ ସଚେତନ ହେଲେ ହିଁ ଛାତ୍ର ରାଜନୀତି ତା'ର ହୃତଗୌରବ ଫେରିପାଇବ । ଛାତ୍ର ସଂସଦ ହେଉ ଗଣତନ୍ତ୍ରର ପ୍ରଥମ ପାଠଶାଳା, ହିଂସା ଓ ଦୁର୍ନୀତିର ଆଖଡ଼ା ନୁହେଁ — ଏହା ହିଁ ସମସ୍ତଙ୍କ କାମନା ।: [550, 436, 732, 523]
- sudoku-cell: 5: [1386, 2028, 1400, 2042]
- contact-line: ପାଠକ ଶ୍ରେଷ୍ଠ ବିଚାରକ ସ୍ତମ୍ଭ ପାଇଁ ଠିକଣା:: [1207, 1217, 1401, 1229]
- registration-ellipse: [70, 2197, 96, 2209]
- sudoku-cell: 4: [1372, 2070, 1386, 2084]
- letters-header: [1150, 442, 1458, 478]
- sudoku-cell: [1178, 1848, 1206, 1876]
- sudoku-cell: 9: [1414, 1972, 1428, 1986]
- crop-mark: +: [4, 1447, 14, 1466]
- sudoku-cell: 3: [1386, 2056, 1400, 2070]
- sudoku-cell: 5: [1414, 2000, 1428, 2014]
- sudoku-cell: 5: [1400, 1986, 1414, 2000]
- dedication-line: ଶକ୍ତି ହିଁ ଦିନେ ସମଗ୍ର ବିଶ୍ୱକୁ ଆଲୋକ ଦେଖାଇବ । ଏହି ମହାନ ଜାତିର ସେବା କରିବାକୁ ପାଇ ଆମେ ଧନ୍ୟ ।: [288, 24, 668, 36]
- sudoku-cell: 4: [1414, 2014, 1428, 2028]
- sudoku-cell: 2: [1386, 2042, 1400, 2056]
- sudoku-side-note: ଏହି ପଜଲର ଉତ୍ତର ଆସନ୍ତାକାଲି ଏହି ସ୍ଥାନରେ ପ୍ରକାଶ ପାଇବ ।: [1408, 1625, 1458, 1695]
- chirantani-source: (ଜୀବନ ବାଣୀ): [128, 67, 172, 77]
- mother-paragraph: ଥରେ ଏକ ବୃଦ୍ଧାଶ୍ରମ ପରିଦର୍ଶନରେ ଯାଇଥିଲି । ସେଠାରେ ଅଶୀ ବର୍ଷର ଜଣେ ବୃଦ୍ଧା ମୋ ହାତ ଧରି କାନ୍ଦି କାନ୍ଦି କହିଲେ — 'ମୋ ପୁଅ ଆମେରିକାରେ ଅଛି । ବର୍ଷକୁ ଥରେ ଫୋନ କରେ । ଟଙ୍କା ପଠାଏ, କିନ୍ତୁ ଆସେ ନାହିଁ ।' ଟଙ୍କାରେ କ'ଣ ମମତା କିଣିହୁଏ ? ମା ଚାହେଁ ପୁଅର ମୁହଁ, ନାତିନାତୁଣୀଙ୍କ କଳରବ — ଆଉ କିଛି ନୁହେଁ ।: [30, 1749, 292, 1836]
- sudoku-logo-line: do: [1169, 1580, 1185, 1594]
- crop-mark: +: [1482, 769, 1492, 788]
- right-banner-label: ଏଇ ଭାରତରେ: [1164, 14, 1281, 37]
- sudoku-cell: 4: [1344, 2084, 1358, 2098]
- sudoku-cell: 3: [1400, 2028, 1414, 2042]
- registration-dot-group: [186, 2198, 246, 2209]
- sudoku-cell: [1234, 1848, 1262, 1876]
- editorial-paragraph: ଲିଙ୍ଗଦୋହ କମିଟିର ସୁପାରିସ ଅନୁଯାୟୀ ଛାତ୍ର ସଂସଦ ନିର୍ବାଚନରେ ଅର୍ଥ ଖର୍ଚ୍ଚ ଉପରେ କଟକଣା ରହିଛି; କିନ୍ତୁ ବାସ୍ତବରେ ଏହା କେତେଦୂର ପାଳିତ ହେଉଛି ତାହା ସମସ୍ତେ ଜାଣନ୍ତି । ପ୍ରାର୍ଥୀମାନେ ଲକ୍ଷ ଲକ୍ଷ ଟଙ୍କା ଖର୍ଚ୍ଚ କରି ଭୋଜିଭାତ, ଉପହାର ଓ ପ୍ରଚାର ସାମଗ୍ରୀ ବାଣ୍ଟୁଛନ୍ତି । ଏଭଳି ପରିସ୍ଥିତିରେ ସାଧାରଣ ଘରର ମେଧାବୀ ଛାତ୍ରଟିଏ ନିର୍ବାଚନ ଲଢ଼ିବାର ସାହସ କରିପାରୁନାହିଁ ।: [350, 556, 532, 688]
- section-rule: [30, 724, 1132, 725]
- sudoku-cell: 4: [1330, 2028, 1344, 2042]
- sudoku-cell: 3: [1374, 1848, 1402, 1876]
- mother-signature: ଅଧ୍ୟାପିକା, ନର୍ସିଂ ମହାବିଦ୍ୟାଳୟ, ଶହୀଦ ନଗର, ଭୁବନେଶ୍ୱର: [820, 2144, 1132, 2157]
- mother-paragraph: ବାର୍ଦ୍ଧକ୍ୟ ଜୀବନର ଏକ ଅନିବାର୍ଯ୍ୟ ପର୍ଯ୍ୟାୟ । ଆଜି ଯିଏ ଯୁବକ, କାଲି ସେ ବୃଦ୍ଧ ହେବ । ନିଜ ପିତାମାତାଙ୍କୁ ଯିଏ ଅବହେଳା କରେ, ତା' ସନ୍ତାନ ତାକୁ ସେହି ବ୍ୟବହାର ଫେରାଇଦିଏ — ଏହା ପ୍ରକୃତିର ନିୟମ । ବିଶ୍ୱ ବୟସ୍କ ଦିବସ ଅବସରରେ ଆସନ୍ତୁ ଶପଥ ନେବା — ଘରର ବୟସ୍କଙ୍କୁ ଭଲ ପାଇବା, ସମ୍ମାନ ଦେବା ଓ ସେମାନଙ୍କ ଅଭିଜ୍ଞତାରୁ ଶିଖିବା ।: [30, 2013, 292, 2100]
- cmyk-m: m: [2, 2068, 14, 2080]
- sudoku-logo-line: su: [1169, 1564, 1184, 1578]
- right-top-dropcap: ଯୁ: [1150, 50, 1175, 83]
- district-paragraph: ପୂଜା କମିଟିଗୁଡ଼ିକ ଶୋଭାଯାତ୍ରା ପାଇଁ ପ୍ରଶାସନଠାରୁ ଅନୁମତି ମାଗିଛନ୍ତି । ଶାନ୍ତିଶୃଙ୍ଖଳା ରକ୍ଷା ପାଇଁ ଜିଲା ପ୍ରଶାସନ ପକ୍ଷରୁ ପ୍ଲାଟୁନ ପୋଲିସ ମୁତୟନ ହେବ ବୋଲି ଜଣାପଡ଼ିଛି । ବିଦ୍ୟୁତ ବିଭାଗ ଅସ୍ଥାୟୀ ସଂଯୋଗ ପାଇଁ ଶିବିର ଖୋଲିଛି ।: [32, 371, 181, 447]
- sudoku-cell: 5: [1262, 1736, 1290, 1764]
- sudoku-cell: 3: [1344, 1972, 1358, 1986]
- sudoku-cell: 7: [1442, 2000, 1456, 2014]
- right-column-divider: [1141, 6, 1142, 2154]
- letter-paragraph: ଆଜିକାଲି ପିଲାଙ୍କ ପାଠପଢ଼ା ଚାପ ଏତେ ବଢ଼ିଛି ଯେ ଶୈଶବ ହଜିଯାଉଛି । ମାତ୍ର ପାଞ୍ଚ ବର୍ଷର ପିଲା ପିଠିରେ ଦଶ କିଲୋର ବ୍ୟାଗ ବୋହୁଛି । ଟିଉସନ, କୋଚିଂ, ହୋମୱର୍କ ଭିତରେ ଖେଳିବାର ସମୟ ନାହିଁ । ପଢ଼ାଇବା ବେଳେ ଧୈର୍ଯ୍ୟ ରଖନ୍ତୁ; ମାଡ଼ ନୁହେଁ, ଭଲପାଇବା ହିଁ ଶିକ୍ଷାର ପ୍ରକୃତ ମାଧ୍ୟମ ହେଉ ।: [1150, 1109, 1458, 1165]
- sudoku-cell: [1374, 1820, 1402, 1848]
- anniversary-bullet: ● ରାଜ୍ୟରେ ବନ୍ୟା ପରିସ୍ଥିତିର ସମୀକ୍ଷା କଲେ ମୁଖ୍ୟମନ୍ତ୍ରୀ ।: [1150, 1541, 1383, 1553]
- sudoku-cell: [1346, 1652, 1374, 1680]
- sudoku-cell: [1290, 1764, 1318, 1792]
- sudoku-cell: [1206, 1764, 1234, 1792]
- editorial-paragraph: ସର୍ବୋପରି ଛାତ୍ରମାନେ ନିଜେ ବୁଝିବା ଦରକାର ଯେ ସେମାନଙ୍କ ମୁଖ୍ୟ କାମ ଅଧ୍ୟୟନ । ରାଜନୀତି ଚେତନା ଆଣେ ସତ, କିନ୍ତୁ ପାଠପଢ଼ାକୁ ବଳି ପକାଇ ରାଜନୀତି କଲେ ଜୀବନ ଅନ୍ଧାରକୁ ଠେଲି ହୋଇଯିବ । ସୁସ୍ଥ ପ୍ରତିଯୋଗିତା, ଯୁକ୍ତିଯୁକ୍ତ ବିତର୍କ ଓ ସେବାମୂଳକ କାର୍ଯ୍ୟ ମାଧ୍ୟମରେ ଛାତ୍ର ସଂସଦଗୁଡ଼ିକ ନିଜର ଉପଯୋଗିତା ପ୍ରମାଣ କରନ୍ତୁ — ସମୟର ଏହା ହିଁ ଆହ୍ୱାନ ।: [550, 529, 732, 661]
- letters-header-title: ପାଠକ ଶ୍ରେଷ୍ଠ ବିଚାରକ: [1232, 449, 1401, 470]
- right-top-paragraphs: [1150, 52, 1458, 235]
- sudoku-cell: 2: [1290, 1652, 1318, 1680]
- registration-marks: [70, 2196, 1430, 2210]
- sudoku-cell: [1290, 1848, 1318, 1876]
- sudoku-cell: 6: [1386, 2014, 1400, 2028]
- cmyk-y: y: [1484, 1414, 1496, 1424]
- letter-body: [1150, 530, 1458, 726]
- sudoku-cell: 8: [1372, 2028, 1386, 2042]
- registration-dot: [752, 2198, 763, 2209]
- sudoku-cell: [1318, 1680, 1346, 1708]
- bird-paragraph: ଚିଲିକା ହ୍ରଦକୁ ପ୍ରତିବର୍ଷ ଲକ୍ଷ ଲକ୍ଷ ପରିଯାୟୀ ପକ୍ଷୀ ଆସନ୍ତି । ଶୀତଦିନେ ସୁଦୂର ସାଇବେରିଆ, ମଙ୍ଗୋଲିଆ ଓ ହିମାଳୟ ଅଞ୍ଚଳରୁ ଏମାନେ ହଜାର ହଜାର ମାଇଲ ପଥ ଅତିକ୍ରମ କରି ନଳବଣ ଅଭୟାରଣ୍ୟରେ ପହଞ୍ଚନ୍ତି । ମାତ୍ର ଚୋରା ଶିକାରୀଙ୍କ ଜାଲ, ବିଷଟୋପ ଓ ବନ୍ଧୁକ ଏମାନଙ୍କ ପାଇଁ ମୃତ୍ୟୁର ଫାଶ ପାଲଟିଛି । ବନ ବିଭାଗର ତତ୍ପରତା ସତ୍ତ୍ୱେ ଚୋରା ଶିକାର ସମ୍ପୂର୍ଣ୍ଣ ବନ୍ଦ ହୋଇପାରିନାହିଁ ।: [30, 905, 292, 1007]
